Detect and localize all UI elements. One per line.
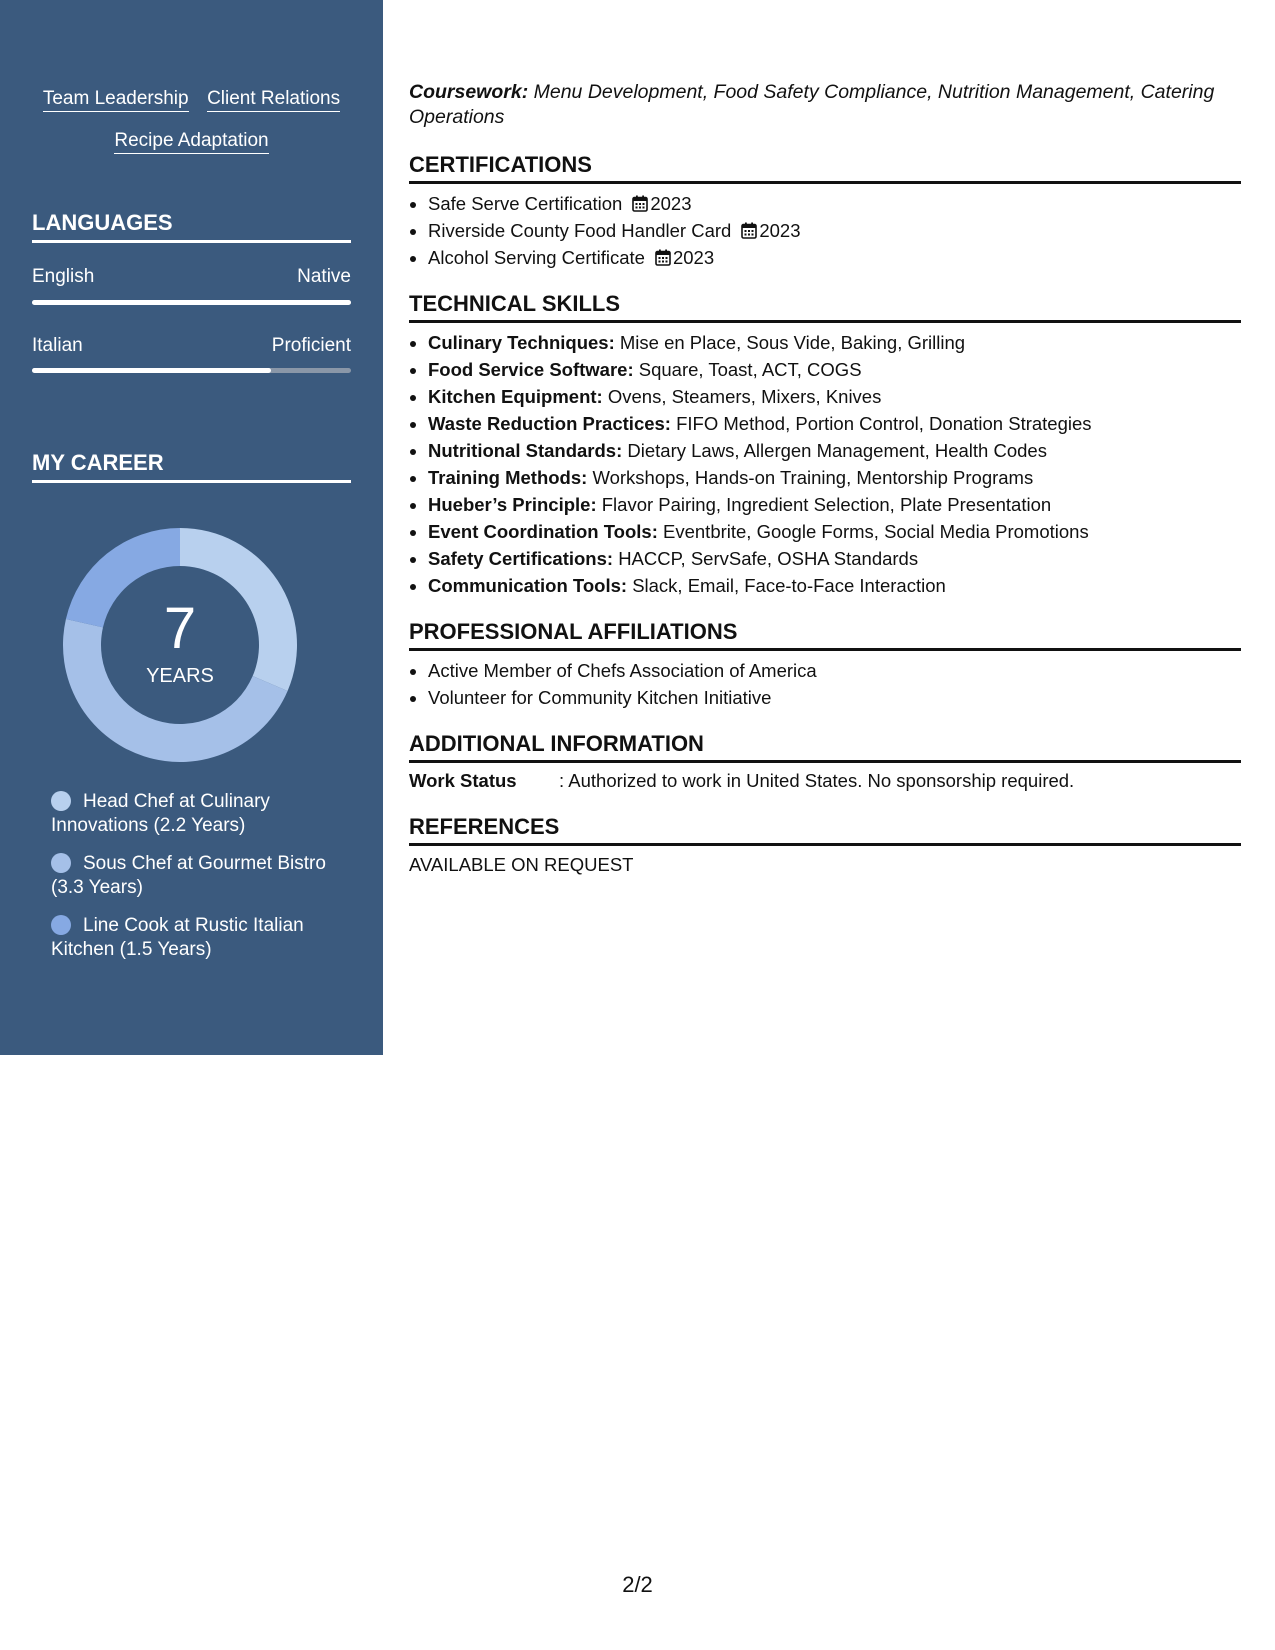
certifications-list bbox=[409, 190, 1241, 271]
proficiency-fill bbox=[32, 300, 351, 305]
proficiency-fill bbox=[32, 368, 271, 373]
language-name: English bbox=[32, 266, 95, 287]
tag-recipe-adaptation: Recipe Adaptation bbox=[114, 130, 268, 154]
skill-values: Square, Toast, ACT, COGS bbox=[638, 359, 862, 380]
page-number: 2/2 bbox=[622, 1572, 653, 1597]
language-level: Proficient bbox=[271, 335, 351, 356]
work-status-label: Work Status bbox=[409, 770, 517, 791]
skill-values: FIFO Method, Portion Control, Donation Strategies bbox=[676, 413, 1092, 434]
technical-skills-list bbox=[409, 329, 1241, 599]
english-proficiency-bar bbox=[32, 300, 351, 305]
career-years-label: YEARS bbox=[146, 665, 214, 687]
legend-label: Sous Chef at Gourmet Bistro (3.3 Years) bbox=[51, 853, 326, 898]
legend-label: Line Cook at Rustic Italian Kitchen (1.5 Years) bbox=[51, 915, 304, 960]
language-level: Native bbox=[297, 266, 351, 287]
skill-category: Event Coordination Tools: bbox=[428, 521, 658, 542]
skill-category: Communication Tools: bbox=[428, 575, 628, 596]
affiliations-list bbox=[409, 657, 1241, 711]
skill-category: Waste Reduction Practices: bbox=[428, 413, 671, 434]
work-status-value: : Authorized to work in United States. No sponsorship required. bbox=[559, 770, 1075, 791]
skill-values: Flavor Pairing, Ingredient Selection, Plate Presentation bbox=[601, 494, 1052, 515]
references-heading: REFERENCES bbox=[409, 814, 1241, 846]
skill-item bbox=[428, 410, 1241, 437]
skill-item bbox=[428, 356, 1241, 383]
skill-values: HACCP, ServSafe, OSHA Standards bbox=[618, 548, 919, 569]
calendar-icon bbox=[655, 249, 671, 266]
skill-item bbox=[428, 545, 1241, 572]
technical-skills-heading: TECHNICAL SKILLS bbox=[409, 291, 1241, 323]
skill-tags bbox=[0, 88, 383, 172]
tag-client-relations: Client Relations bbox=[207, 88, 340, 112]
certification-item bbox=[428, 244, 1241, 271]
skill-values: Slack, Email, Face-to-Face Interaction bbox=[632, 575, 946, 596]
language-name: Italian bbox=[32, 335, 83, 356]
calendar-icon bbox=[741, 222, 757, 239]
skill-item bbox=[428, 491, 1241, 518]
legend-dot bbox=[51, 791, 71, 811]
additional-info-heading: ADDITIONAL INFORMATION bbox=[409, 731, 1241, 763]
certification-item bbox=[428, 217, 1241, 244]
skill-category: Nutritional Standards: bbox=[428, 440, 623, 461]
skill-item bbox=[428, 383, 1241, 410]
skill-item bbox=[428, 572, 1241, 599]
skill-values: Mise en Place, Sous Vide, Baking, Grilling bbox=[619, 332, 966, 353]
skill-category: Hueber’s Principle: bbox=[428, 494, 597, 515]
skill-item bbox=[428, 329, 1241, 356]
calendar-icon bbox=[632, 195, 648, 212]
skill-category: Safety Certifications: bbox=[428, 548, 614, 569]
certifications-heading: CERTIFICATIONS bbox=[409, 152, 1241, 184]
coursework bbox=[409, 80, 1241, 130]
skill-item bbox=[428, 518, 1241, 545]
language-italian bbox=[32, 335, 351, 357]
coursework-label: Coursework: bbox=[409, 81, 529, 103]
certification-year: 2023 bbox=[672, 247, 715, 268]
skill-category: Training Methods: bbox=[428, 467, 588, 488]
career-legend-item bbox=[51, 914, 341, 962]
career-total-years: 7 bbox=[163, 596, 197, 661]
certification-year: 2023 bbox=[650, 193, 692, 214]
skill-values: Ovens, Steamers, Mixers, Knives bbox=[607, 386, 882, 407]
certification-name: Riverside County Food Handler Card bbox=[428, 220, 732, 241]
affiliation-item: • Active Member of Chefs Association of America bbox=[428, 657, 1241, 684]
italian-proficiency-bar bbox=[32, 368, 351, 373]
legend-dot bbox=[51, 915, 71, 935]
skill-category: Culinary Techniques: bbox=[428, 332, 615, 353]
work-status bbox=[409, 769, 1241, 793]
skill-values: Eventbrite, Google Forms, Social Media Promotions bbox=[663, 521, 1089, 542]
languages-heading: LANGUAGES bbox=[32, 210, 351, 243]
legend-label: Head Chef at Culinary Innovations (2.2 Years) bbox=[51, 791, 270, 836]
certification-item bbox=[428, 190, 1241, 217]
legend-dot bbox=[51, 853, 71, 873]
career-legend-item bbox=[51, 790, 341, 838]
career-legend-item bbox=[51, 852, 341, 900]
certification-name: Safe Serve Certification bbox=[428, 193, 623, 214]
certification-name: Alcohol Serving Certificate bbox=[428, 247, 645, 268]
tag-team-leadership: Team Leadership bbox=[43, 88, 189, 112]
references-text: AVAILABLE ON REQUEST bbox=[409, 854, 634, 875]
skill-category: Food Service Software: bbox=[428, 359, 634, 380]
career-heading: MY CAREER bbox=[32, 450, 351, 483]
skill-category: Kitchen Equipment: bbox=[428, 386, 603, 407]
affiliations-heading: PROFESSIONAL AFFILIATIONS bbox=[409, 619, 1241, 651]
main-content bbox=[409, 80, 1241, 876]
certification-year: 2023 bbox=[759, 220, 801, 241]
sidebar bbox=[0, 0, 383, 1055]
language-english bbox=[32, 266, 351, 288]
skill-item bbox=[428, 437, 1241, 464]
affiliation-item: • Volunteer for Community Kitchen Initiative bbox=[428, 684, 1241, 711]
coursework-text: Menu Development, Food Safety Compliance, Nutrition Management, Catering Operations bbox=[409, 81, 1215, 128]
skill-item bbox=[428, 464, 1241, 491]
skill-values: Dietary Laws, Allergen Management, Health Codes bbox=[627, 440, 1047, 461]
skill-values: Workshops, Hands-on Training, Mentorship Programs bbox=[592, 467, 1034, 488]
